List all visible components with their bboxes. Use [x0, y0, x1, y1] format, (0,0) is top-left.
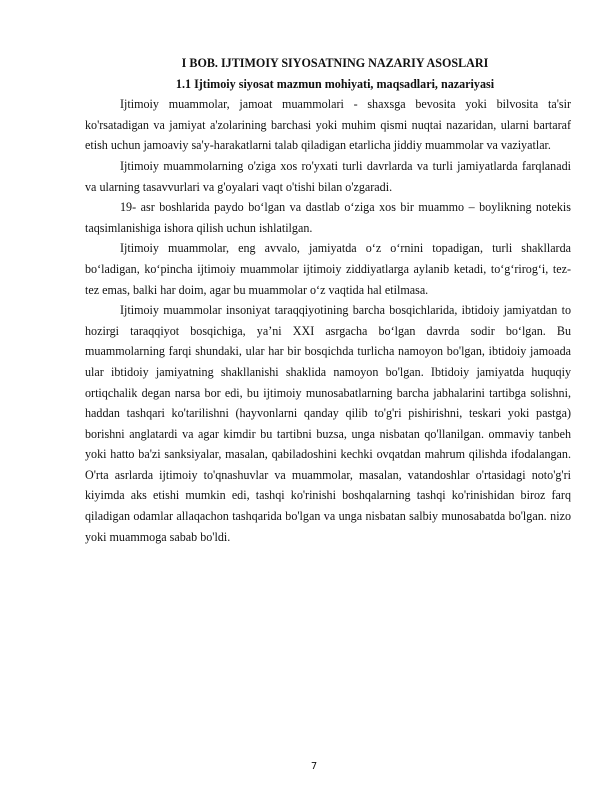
page-number: 7: [310, 761, 318, 772]
paragraph: Ijtimoiy muammolar, jamoat muammolari - shaxsga bevosita yoki bilvosita ta'sir ko'rsatadigan va jamiyat a'zolarining barchasi yoki muhim qismi nuqtai nazaridan, ularni bartaraf etish uchun jamoaviy sa'y-harakatlarni talab qiladigan etarlicha jiddiy muammolar va vaziyatlar.: [85, 97, 571, 153]
page-content: [85, 53, 571, 547]
paragraph: Ijtimoiy muammolarning o'ziga xos ro'yxati turli davrlarda va turli jamiyatlarda farqlanadi va ularning tasavvurlari va g'oyalari vaqt o'tishi bilan o'zgaradi.: [85, 158, 571, 194]
paragraph: Ijtimoiy muammolar insoniyat taraqqiyotining barcha bosqichlarida, ibtidoiy jamiyatdan to hozirgi taraqqiyot bosqichiga, ya’ni XXI asrgacha bo‘lgan davrda sodir bo‘lgan. Bu muammolarning farqi shundaki, ular har bir bosqichda turlicha namoyon bo'lgan, ibtidoiy jamoada ular ibtidoiy jamiyatning shakllanishi shaklida namoyon bo'lgan. Ibtidoiy jamiyatda huquqiy ortiqchalik degan narsa bor edi, bu ijtimoiy munosabatlarning barcha jabhalarini tartibga solishni, haddan tashqari ko'tarilishni (hayvonlarni qanday qilib to'g'ri pishirishni, teskari yoki pastga) borishni anglatardi va agar kimdir bu tartibni buzsa, unga nisbatan qo'llanilgan. ommaviy tanbeh yoki hatto ba'zi sanksiyalar, masalan, qabiladoshini kechki ovqatdan mahrum qilishda ifodalangan. O'rta asrlarda ijtimoiy to'qnashuvlar va muammolar, masalan, vatandoshlar o'rtasidagi noto'g'ri kiyimda aks etishi mumkin edi, tashqi ko'rinishi boshqalarning tashqi ko'rinishidan biroz farq qiladigan odamlar allaqachon tashqarida bo'lgan va unga nisbatan salbiy munosabatda bo'lgan. nizo yoki muammoga sabab bo'ldi.: [85, 303, 571, 544]
section-title: 1.1 Ijtimoiy siyosat mazmun mohiyati, maqsadlari, nazariyasi: [175, 76, 495, 91]
chapter-title: I BOB. IJTIMOIY SIYOSATNING NAZARIY ASOSLARI: [181, 56, 489, 70]
paragraph: Ijtimoiy muammolar, eng avvalo, jamiyatda o‘z o‘rnini topadigan, turli shakllarda bo‘ladigan, ko‘pincha ijtimoiy muammolar ijtimoiy ziddiyatlarga aylanib ketadi, to‘g‘rirog‘i, tez-tez emas, balki har doim, agar bu muammolar o‘z vaqtida hal etilmasa.: [85, 241, 571, 297]
paragraph: 19- asr boshlarida paydo bo‘lgan va dastlab o‘ziga xos bir muammo – boylikning notekis taqsimlanishiga ishora qilish uchun ishlatilgan.: [85, 200, 571, 235]
